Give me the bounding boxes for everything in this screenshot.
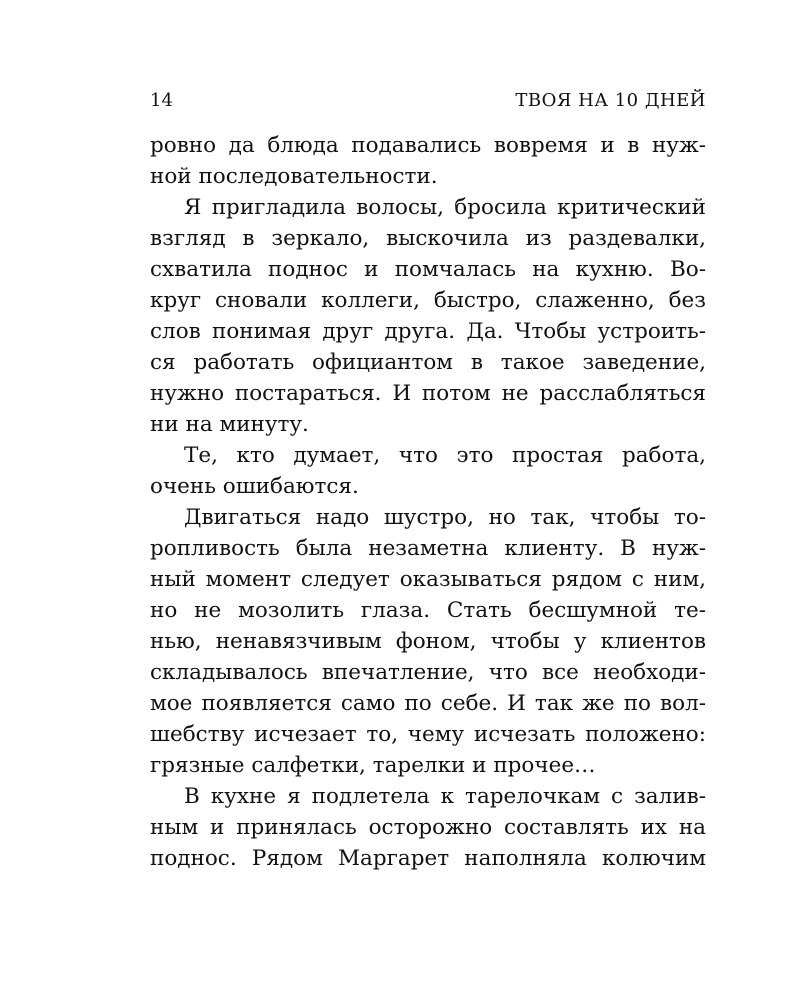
page-number: 14: [150, 90, 173, 111]
text-line: В кухне я подлетела к тарелочкам с залив-: [184, 784, 706, 809]
text-line: но не мозолить глаза. Стать бесшумной те-: [150, 598, 706, 623]
paragraph: [150, 192, 706, 440]
running-title: ТВОЯ НА 10 ДНЕЙ: [515, 90, 706, 111]
text-line: ной последовательности.: [150, 164, 438, 189]
text-line: ровно да блюда подавались вовремя и в нуж-: [150, 133, 706, 158]
text-line: ным и принялась осторожно составлять их на: [150, 815, 706, 840]
text-line: слов понимая друг друга. Да. Чтобы устроить-: [150, 319, 706, 344]
text-line: ный момент следует оказываться рядом с ним,: [150, 567, 706, 592]
text-line: нужно постараться. И потом не расслабляться: [150, 381, 706, 406]
text-line: схватила поднос и помчалась на кухню. Во-: [150, 257, 706, 282]
text-line: Я пригладила волосы, бросила критический: [184, 195, 706, 220]
text-line: грязные салфетки, тарелки и прочее…: [150, 753, 596, 778]
text-line: нью, ненавязчивым фоном, чтобы у клиентов: [150, 629, 706, 654]
paragraph: [150, 440, 706, 502]
text-line: поднос. Рядом Маргарет наполняла колючим: [150, 846, 706, 871]
text-line: очень ошибаются.: [150, 474, 359, 499]
text-line: ся работать официантом в такое заведение,: [150, 350, 706, 375]
text-line: ропливость была незаметна клиенту. В нуж-: [150, 536, 706, 561]
text-line: Те, кто думает, что это простая работа,: [184, 443, 706, 468]
text-line: круг сновали коллеги, быстро, слаженно, без: [150, 288, 706, 313]
text-line: взгляд в зеркало, выскочила из раздевалки,: [150, 226, 706, 251]
text-line: Двигаться надо шустро, но так, чтобы то-: [184, 505, 706, 530]
text-line: шебству исчезает то, чему исчезать положено:: [150, 722, 706, 747]
paragraph: [150, 502, 706, 781]
page-header: [150, 90, 706, 116]
paragraph: [150, 130, 706, 192]
paragraph: [150, 781, 706, 874]
text-line: ни на минуту.: [150, 412, 309, 437]
text-line: мое появляется само по себе. И так же по вол-: [150, 691, 706, 716]
body-text: [150, 130, 706, 874]
text-line: складывалось впечатление, что все необходи-: [150, 660, 706, 685]
